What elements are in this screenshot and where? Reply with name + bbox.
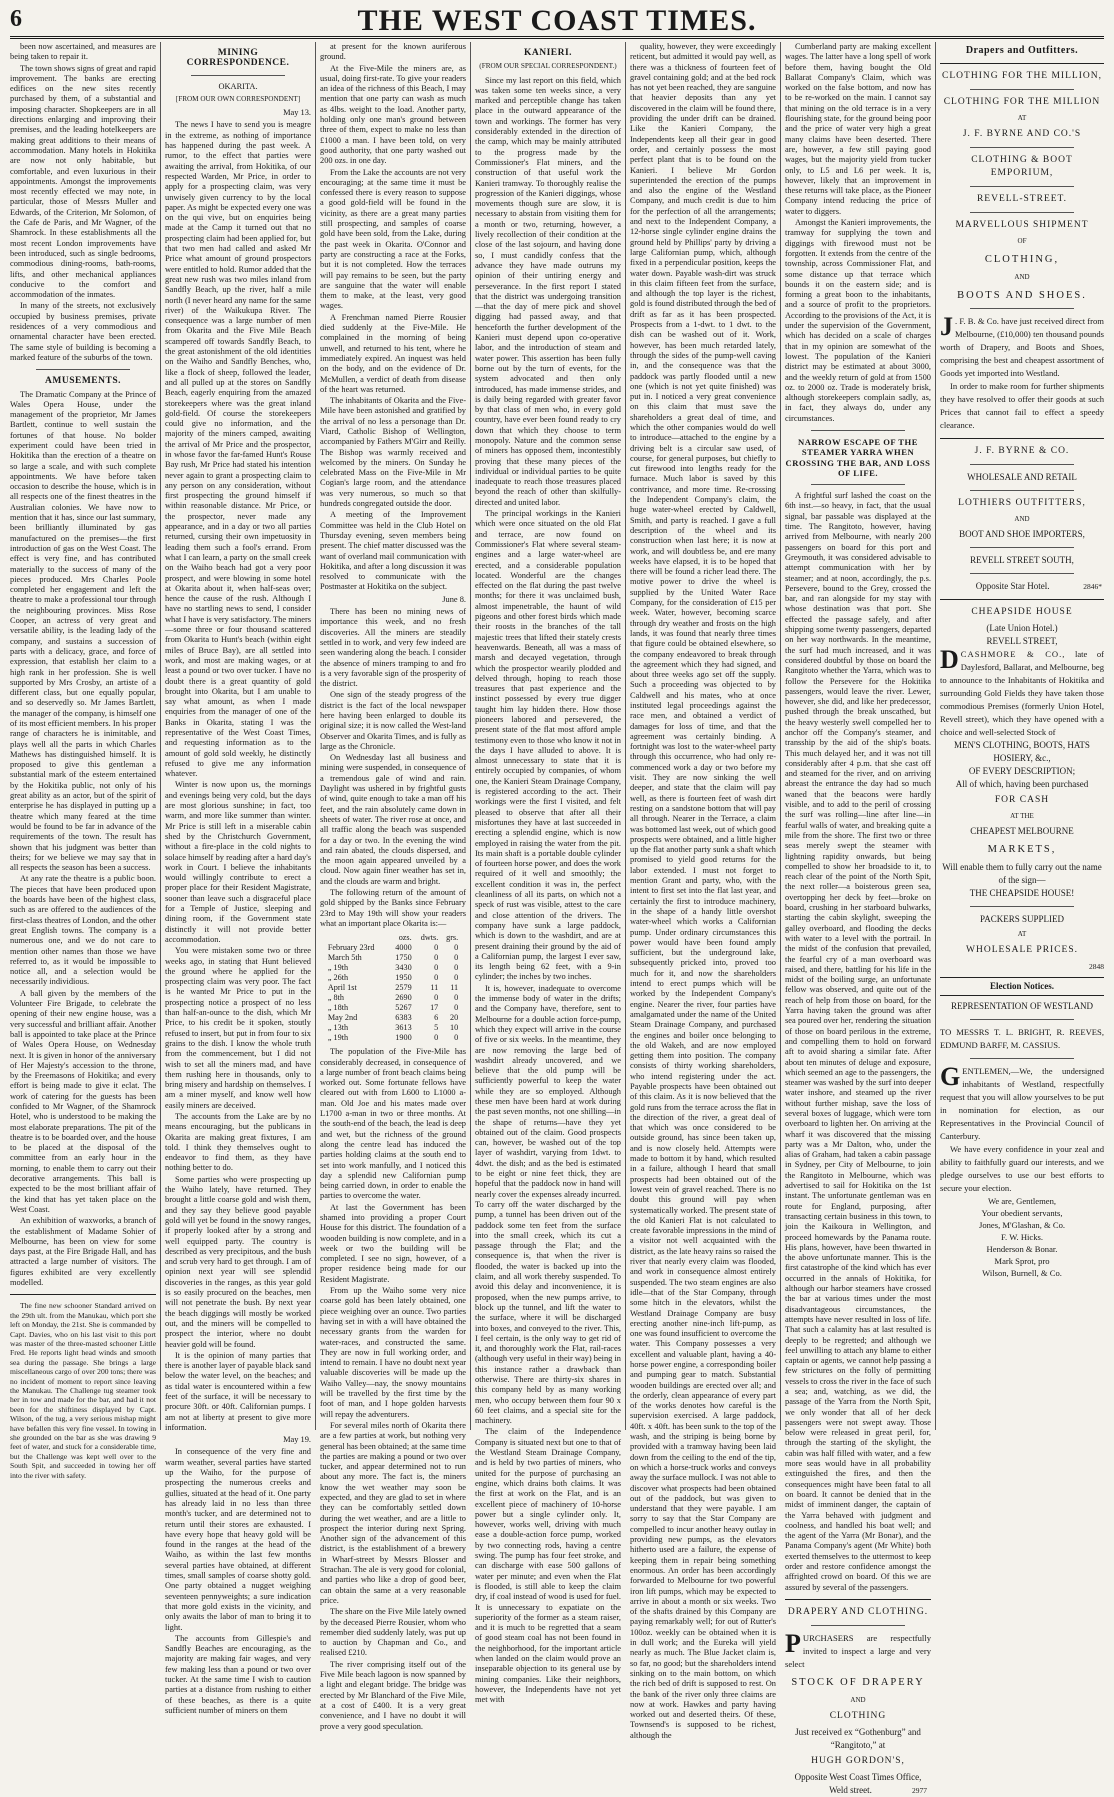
- article-paragraph: At any rate the theatre is a public boon. The pieces that have been produced upon the boards have been of the highest class, such as are offered to the audiences of the first-class theatres of London, and the other great English towns. The company is a numerous one, and we do not care to mention other names than those we have referred to, as it would be impossible to notice all, and a selection would be necessarily individious.: [10, 874, 156, 987]
- advert-line: REVELL STREET,: [986, 636, 1058, 646]
- table-cell: 0: [454, 993, 459, 1003]
- article-paragraph: The share on the Five Mile lately owned by the deceased Pierre Rousier, whom who remember died suddenly lately, was put up to auction by Chapman and Co., and realised £210.: [320, 1607, 466, 1658]
- article-paragraph: There has been no mining news of importance this week, and no fresh discoveries. All the miners are steadily settled in to work, and very few indeed are seen wandering along the beach. I consider the absence of miners tramping to and fro is a very favorable sign of the prosperity of the district.: [320, 607, 466, 689]
- divider: [970, 308, 1075, 309]
- advert-code: 2846*: [1083, 582, 1102, 591]
- table-cell: „ 18th: [327, 1003, 349, 1013]
- election-heading: Election Notices.: [990, 981, 1054, 991]
- advert-line: CLOTHING FOR THE MILLION: [943, 97, 1101, 107]
- advert-code: 2848: [1089, 962, 1104, 971]
- article-paragraph: The news I have to send you is meagre in the extreme, as nothing of importance has happened during the past week. A rumor, to the effect that parties were awaiting the arrival, from Hokitika, of our respected Warden, Mr Price, in order to apply for a prospecting claim, was very unwisely given currency to by the local paper. As might be expected every one was on the qui vive, but on enquiries being made at the Camp it turned out that no prospecting claim had been applied for, but that two men had called and asked Mr Price what amount of ground prospectors were entitled to hold. Rumor added that the great new rush was two miles inland from Sandfly Beach, up the river, half a mile north (I never heard any name for the same river) of the Waikukupa River. The consequence was a large number of men from Okarita and the Five Mile Beach scampered off towards Sandfly Beach, to the great astonishment of the old identities on the Waiho and Sandfly Benches, who, like a flock of sheep, followed the leader, and all pulled up at the stores on Sandfly Beach, eagerly enquiring from the amazed storekeepers where was the great inland gold-field. Of course the storekeepers could give no information, and the majority of the miners camped, awaiting the arrival of Mr Price and the prospector, in whose favor the far-famed Hunt's Rouse Bay rush, Mr Price had stated his intention never again to grant a prospecting claim to any person on any consideration, without first prospecting the ground himself if within reasonable distance. Mr Price, or the prospector, never made any appearance, and in a day or two all parties returned, cursing their own impetuosity in leading them such a fool's errand. From what I can learn, a party on the small creek on the Waiho beach had got a very poor prospect, and were blowing in some hotel at Okarita about it, when half-seas over; hence the cause of the rush. Although I have no startling news to send, I consider what I have is very satisfactory. The miners—some three or four thousand scattered from Okarita to Hunt's beach (within eight miles of Bruce Bay), are all settled into work, and most are making wages, or at least a pound or two over tucker. I have no doubt there is a great quantity of gold brought into Okarita, but I am unable to say what amount, as when I made enquiries from the manager of one of the Banks in Okarita, stating I was the representative of the West Coast Times, and requesting information as to the amount of gold sold weekly, he distinctly refused to give me any information whatever.: [165, 120, 311, 779]
- table-cell: 5267: [395, 1003, 412, 1013]
- article-paragraph: You were mistaken some two or three weeks ago, in stating that Hunt believed the ground where he applied for the prospecting claim was very poor. The fact is he wanted Mr Price to put in the prospecting notice a prospect of no less than half-an-ounce to the dish, which Mr Price, to his credit be it spoken, stoutly refused to insert, but put in from four to six grains to the dish. I know the whole truth from the commencement, but I did not wish to set all the miners mad, and have them rushing here in thousands, only to bring misery and hardship on themselves. I am a miner myself, and know well how easily miners are deceived.: [165, 946, 311, 1110]
- article-paragraph: At the Five-Mile the miners are, as usual, doing first-rate. To give your readers an idea of the richness of this Beach, I may mention that one party can wash as much as 4lbs. weight to the load. Another party, holding only one man's ground between three of them, expect to make no less than £1000 a man. I have been told, on very good authority, that one party washed out 200 ozs. in one day.: [320, 63, 466, 166]
- table-cell: 2579: [395, 983, 412, 993]
- table-cell: 3613: [395, 1023, 412, 1033]
- table-cell: 0: [434, 963, 439, 973]
- column-rule: [780, 42, 781, 1430]
- column-rule: [160, 42, 161, 1430]
- advert-code: 2977: [912, 1785, 927, 1795]
- divider: [970, 490, 1075, 491]
- advert-line: AND: [1014, 273, 1030, 281]
- advert-line: BOOT AND SHOE IMPORTERS,: [959, 529, 1085, 539]
- amusements-heading: AMUSEMENTS.: [45, 376, 121, 387]
- column-3: [320, 42, 466, 1731]
- divider: [970, 186, 1075, 187]
- advert-line: AT: [1017, 114, 1027, 122]
- table-cell: „ 13th: [327, 1023, 349, 1033]
- advert-line: FOR CASH: [994, 795, 1050, 805]
- article-paragraph: The Dramatic Company at the Prince of Wales Opera House, under the management of the proprietor, Mr James Bartlett, continue to well sustain the fortunes of that house. No bolder experiment could have been tried in Hokitika than the erection of a theatre on so large a scale, and with such complete appointments. We have before taken occasion to describe the house, which is in all respects one of the finest theatres in the Australian colonies. We have now to mention that it has, since our last summary, been brilliantly illuminated by gas manufactured on the premises—the first introduction of gas on the West Coast. The effect is very fine, and has contributed materially to the success of many of the pieces produced. Mrs Charles Poole completed her engagement and left the theatre to make a professional tour through the neighbouring provinces. Miss Rose Cooper, an actress of very great and versatile ability, is the leading lady of the company, and sustains a succession of parts with a delicacy, grace, and force of expression, that establish her claim to a high rank in her profession. She is well supported by Mrs Crosby, an artiste of a different class, but one equally popular, and so deservedly so. Mr James Bartlett, the manager of the company, is himself one of its most efficient members. In his proper range of characters he is inimitable, and plays well all the parts in which Charles Mathews has distinguished himself. It is proposed to give this gentleman a substantial mark of the esteem entertained by the Hokitika public, not only of his great ability as an actor, but of the spirit of enterprise he has displayed in putting up a theatre which many feared at the time would be found to be far in advance of the requirements of the town. The result has shown that his judgment was better than theirs; for we believe we may say that in all respects the season has been a success.: [10, 389, 156, 873]
- signatory: Henderson & Bonar.: [986, 1244, 1058, 1254]
- column-7: [940, 42, 1104, 1430]
- dateline: May 13.: [283, 108, 311, 118]
- signatory: Wilson, Burnell, & Co.: [982, 1268, 1062, 1278]
- table-cell: 0: [434, 993, 439, 1003]
- divider: [10, 1294, 156, 1295]
- advert-firm: J. F. BYRNE AND CO.'S: [962, 129, 1082, 139]
- article-paragraph: A meeting of the Improvement Committee was held in the Club Hotel on Thursday evening, seven members being present. The chief matter discussed was the want of overland mail communication with Hokitika, and after a long discussion it was resolved to communicate with the Postmaster at Hokitika on the subject.: [320, 510, 466, 592]
- table-cell: March 5th: [327, 953, 362, 963]
- election-body: [940, 1062, 1104, 1143]
- drapery-clothing: CLOTHING: [829, 1710, 887, 1721]
- divider: [811, 1625, 904, 1626]
- table-header-cell: [326, 933, 389, 943]
- table-cell: 0: [454, 1033, 459, 1043]
- drapery-text: URCHASERS are respectfully invited to inspect a large and very select: [785, 1632, 931, 1669]
- article-paragraph: It is the opinion of many parties that there is another layer of payable black sand below the water level, on the beaches; and as tidal water is encountered within a few feet of the surface, it will be necessary to procure 30ft. or 40ft. Californian pumps. I am not at liberty at present to give more information.: [165, 1350, 311, 1432]
- drapery-rangitoto: “Rangitoto,” at: [830, 1739, 886, 1750]
- advert-line: AT: [1017, 930, 1027, 938]
- article-paragraph: Cumberland party are making excellent wages. The latter have a long spell of work before them, having bought the Old Ballarat Company's Claim, which was worked on the false bottom, and now has to be re-worked on the main. I cannot say that mining on the old terrace is in a very flourishing state, for the ground being poor and the price of water very high a great many claims have been deserted. There are, however, a few still paying good wages, but the majority yield from tucker only, to L5 and L6 per week. It is, however, likely that an improvement in these returns will take place, as the Pioneer Company intend reducing the price of water to diggers.: [785, 42, 931, 216]
- advert-line: WHOLESALE PRICES.: [966, 945, 1078, 955]
- table-cell: 1950: [395, 973, 412, 983]
- column-rule: [935, 42, 936, 1430]
- advert-line: Opposite Star Hotel.: [975, 581, 1050, 591]
- table-row: [326, 1033, 460, 1043]
- table-cell: 11: [430, 983, 439, 993]
- masthead: [10, 6, 1104, 39]
- drapery-advert: [785, 1606, 931, 1797]
- drapery-street: Weld street.: [829, 1784, 872, 1795]
- article-paragraph: The inhabitants of Okarita and the Five-Mile have been astonished and gratified by the arrival of no less a personage than Dr. Viard, Catholic Bishop of Wellington, accompanied by Fathers M'Girr and Reilly. The Bishop was warmly received and welcomed by the miners. On Sunday he celebrated Mass on the Five-Mile in Mr Cogian's large room, and the attendance was very numerous, so much so that hundreds congregated outside the door.: [320, 396, 466, 509]
- advert-line: CLOTHING & BOOT EMPORIUM,: [971, 155, 1073, 178]
- advert-line: WHOLESALE AND RETAIL: [967, 472, 1077, 482]
- table-cell: „ 26th: [327, 973, 349, 983]
- advert-firm: CHEAPSIDE HOUSE: [971, 607, 1073, 617]
- article-paragraph: From up the Waiho some very nice coarse gold has been lately obtained, one piece weighing over an ounce. Two parties having set in with a will have obtained the necessary grants from the warden for water-races, and constructed the same. They are now in full working order, and intend to remain. I have no doubt next year valuable discoveries will be made up the Waiho Valley—nay, the snowy mountains will be travelled by the first time by the foot of man, and I hope golden harvests will repay the adventurers.: [320, 1286, 466, 1419]
- table-cell: 0: [454, 1003, 459, 1013]
- shipping-paragraph: The fine new schooner Standard arrived on the 29th ult. from the Manukau, which port she left on Monday, the 21st. She is commanded by Capt. Davies, who on his last visit to this port was master of the three-masted schooner Little Fred. He reports light head winds and smooth sea during the passage. She brings a large miscellaneous cargo of over 200 tons; there was no incident of moment to report since leaving the Manukau. The Challenge tug steamer took her in tow and made for the bar, and had it not been for the shiftiness displayed by Capt. Wilson, of the tug, a very serious mishap might have befallen this very fine vessel. In towing in she grounded on the bar as she was drawing 9 feet of water, and stuck for a considerable time, but the Challenge was kept well over to the South Spit, and succeeded in towing her off into the river with safety.: [10, 1301, 156, 1480]
- advert-line: BOOTS AND SHOES.: [957, 290, 1087, 301]
- article-paragraph: An exhibition of waxworks, a branch of the establishment of Madame Sohier of Melbourne, has been on view for some days past, at the Fire Brigade Hall, and has attracted a large number of visitors. The figures exhibited are very excellently modelled.: [10, 1216, 156, 1288]
- advert-line: AT THE: [1010, 812, 1034, 820]
- table-row: [326, 963, 460, 973]
- article-paragraph: Winter is now upon us, the mornings and evenings being very cold, but the days are most glorious sunshine; in fact, too warm, and more like summer than winter. Mr Price is still left in a miserable cabin shed by the Christchurch Government, without a fire-place in the cold nights to solace himself by reading after a hard day's work in Court. I believe the inhabitants would willingly contribute to erect a proper place for their Resident Magistrate, sooner than leave such a disgraceful place for a Temple of Justice, sleeping and dining room, if the Government state distinctly it will not provide better accommodation.: [165, 780, 311, 944]
- table-row: [326, 973, 460, 983]
- article-paragraph: The town shows signs of great and rapid improvement. The banks are erecting edifices on the new sites recently purchased by them, of a substantial and imposing character. Shopkeepers are in all directions enlarging and improving their premises, and the leading hotelkeepers are making great additions to their means of accommodation. Many hotels in Hokitika are now not only habitable, but comfortable, and even luxurious in their appointments. Amongst the improvements most recently effected we may note, in particular, those of Messrs Muller and Edwards, of the Criterion, Mr Solomon, of the Cafe de Paris, and Mr Wagner, of the Shamrock. In these establishments all the most recent London improvements have been introduced, such as single bedrooms, commodious dining-rooms, bath-rooms, lifts, and other mechanical appliances conducive to the comfort and accommodation of the inmates.: [10, 63, 156, 300]
- divider: [970, 547, 1075, 548]
- table-row: [326, 953, 460, 963]
- signatory: Mark Sprot, pro: [994, 1256, 1050, 1266]
- dateline: June 8.: [442, 594, 466, 604]
- advert-line: CHEAPEST MELBOURNE: [970, 826, 1074, 836]
- advert-line: REVELL-STREET.: [976, 194, 1068, 204]
- advert-firm: CASHMORE & CO.,: [960, 649, 1066, 659]
- drop-cap: D: [940, 645, 959, 674]
- column-rule: [625, 42, 626, 1430]
- table-header-cell: ozs.: [398, 933, 412, 943]
- signature-block: [940, 1195, 1104, 1279]
- divider: [970, 89, 1075, 90]
- advert-line: MARKETS,: [987, 844, 1057, 855]
- advert-line: HOSIERY, &c.,: [993, 753, 1051, 763]
- advert-line: CLOTHING FOR THE MILLION,: [942, 71, 1102, 81]
- table-cell: „ 19th: [327, 963, 349, 973]
- advert-text: late of Daylesford, Ballarat, and Melbourne, beg to announce to the Inhabitants of Hokitika and surrounding Gold Fields they have taken those commodious Premises (formerly Union Hotel, Revell street), which they have opened with a choice and well-selected Stock of: [940, 649, 1104, 737]
- drapery-address: Opposite West Coast Times Office,: [794, 1771, 922, 1782]
- article-paragraph: Amongst the Kanieri improvements, the tramway for supplying the town and diggings with firewood must not be forgotten. It extends from the centre of the township, across Commissioner Flat, and some distance up that terrace which bounds it on the eastern side; and is forming a great boon to the inhabitants, and a source of profit to the proprietors. According to the provisions of the Act, it is under the supervision of the Government, which has decided on a scale of charges that in my opinion are somewhat of the lowest. The population of the Kanieri district may be estimated at about 3000, and the weekly return of gold at from 1500 oz. to 2000 oz. Trade is moderately brisk, although storekeepers complain sadly, as, in fact, they always do, under any circumstances.: [785, 218, 931, 423]
- okarita-heading: OKARITA.: [218, 81, 258, 91]
- divider: [811, 484, 904, 485]
- advert-line: AND: [1014, 515, 1030, 523]
- table-cell: 0: [454, 943, 459, 953]
- drapery-name: HUGH GORDON'S,: [811, 1755, 905, 1766]
- table-cell: 0: [454, 973, 459, 983]
- article-paragraph: been now ascertained, and measures are being taken to repair it.: [10, 42, 156, 62]
- article-paragraph: quality, however, they were exceedingly reticent, but admitted it would pay well, as there was a thickness of fourteen feet of gravel containing gold; and at the bed rock has not yet been reached, they are sanguine that heavier deposits than any yet discovered in the claim will be found there, providing the under drift can be drained. Like the Kanieri Company, the Independents keep all their gear in good order, and certainly possess the most perfect plant that is to be found on the Kanieri. I believe Mr Gordon superintended the erection of the pumps and also the engine of the Westland Company, and much credit is due to him for the perfection of all the arrangements; and next to the Independent Company, a 12-horse single cylinder engine drains the ground held by Phillips' party by driving a large Californian pump, which, although fixed in a perpendicular position, keeps the water down. Payable wash-dirt was struck in this claim fifteen feet from the surface, and although the top layer is the richest, gold is found distributed through the bed of drift as far as it has been prospected. Prospects from a 1-dwt. to 1 dwt. to the dish can be washed out of it. Work, however, has been much retarded lately, through the sides of the pump-well caving in, and the consequence was that the paddock was partly flooded until a new one (which is not yet quite finished) was put in. I noticed a very great convenience on this claim that must save the shareholders a great deal of time, and which the other companies would do well to introduce—attached to the engine by a driving belt is a circular saw used, of course, for general purposes, but chiefly to cut firewood into lengths ready for the furnace. Much labor is saved by this contrivance, and more time. Re-crossing the Independent Company's claim, the huge water-wheel erected by Caldwell, Smith, and party is reached. I gave a full description of the wheel and its construction when last here; it is now at work, and will doubtless be, and ere many weeks have elapsed, it is to be hoped that there will be found a richer lead there. The motive power to drive the wheel is supplied by the United Water Race Company, for the consideration of £15 per week. Water, however, becoming scarce through dry weather and frosts on the high lands, it was found that nearly three times that figure could be obtained elsewhere, so the company endeavored to break through the agreement which they had signed, and about three weeks ago set off the supply. Such a proceeding was objected to by Caldwell and his mates, who at once instituted legal proceedings against the race men, and obtained a verdict of damages for loss of time, and that the agreement was certainly binding. A fortnight was lost to the water-wheel party through this occurrence, who had only re-commenced work a day or two before my visit. They are now sinking the well deeper, and state that the claim will pay well, as there is fourteen feet of wash dirt resting on a sandstone bottom that will pay all through. Nearer in the Terrace, a claim was bottomed last week, out of which good prospects were obtained, and a little higher up the flat another party sunk a shaft which promised to yield good returns for the labor extended. I must not forget to mention Grant and party, who, with the intent to first set into the flat last year, and certainly the first to introduce machinery, in the shape of a handy little overshot water-wheel which works a Californian pump. Under ordinary circumstances this power would have been found amply sufficient, but the underground lake, subsequently pricked into, proved too much for it, and now the shareholders intend to erect pumps which will be worked by the Independent Company's engine. Nearer the river, four parties have amalgamated under the name of the United Steam Drainage Company, and purchased the engines and boiler once belonging to the old Wakeh, and are now employed getting them into position. The company consists of thirty working shareholders, who intend registering under the act. Payable prospects have been obtained out of this claim. As it is now believed that the gold runs from the terrace across the flat in the direction of the river, a great deal of that which was once considered to be outside ground, has since been taken up, and is now closely held. Attempts were made to bottom it by hand, which resulted in a failure, although I heard that small prospects had been obtained out of the lowest vein of gravel reached. There is no doubt this ground will pay when systematically worked. The present state of the old Kanieri Flat is not calculated to create favorable impressions in the mind of a visitor not well acquainted with the district, as the late heavy rains so raised the river that nearly every claim was flooded, and work in consequence almost entirely suspended. The two steam engines are also idle—that of the Star Company, through some hitch in the elevators, whilst the Westland Drainage Company are busy erecting another nine-inch lift-pump, as one was found insufficient to overcome the water. This Company possesses a very excellent and valuable plant, having a 40-horse power engine, a corresponding boiler and pumping gear to match. Substantial wooden buildings are erected over all; and the orderly, clean appearance of every part of the works denotes how careful is the supervision exercised. A large paddock, 40ft. x 40ft. has been sunk to the top of the wash, and the striping is being borne by provided with a tramway having been laid down from the ceiling to the end of the tip, on which a horse-truck works and conveys away the surface mullock. I was not able to discover what prospects had been obtained out of the paddock, but was given to understand that they were payable. I am sorry to say that the Star Company are compelled to incur another heavy outlay in providing new pumps, as the elevators hitherto used are a failure, the expense of keeping them in repair being something enormous. An order has been accordingly forwarded to Melbourne for two powerful iron lift pumps, which may be expected to arrive in about a month or six weeks. Two of the shafts drained by this Company are paying remarkably well; for out of Rutter's 100oz. weekly can be obtained when it is in dull work; and the Eureka will yield nearly as much. The Blue Jacket claim is, so far, no good; but the shareholders intend sinking on to the main bottom, on which the rich bed of drift is supposed to rest. On the bank of the river only three claims are now at work. Hawkes and party having worked out and deserted theirs. Of these, Townsend's is supposed to be richest, although the: [630, 42, 776, 1740]
- table-cell: February 23rd: [327, 943, 375, 953]
- newspaper-title: THE WEST COAST TIMES.: [357, 4, 757, 37]
- table-cell: 10: [449, 1023, 459, 1033]
- article-paragraph: The river comprising itself out of the Five Mile beach lagoon is now spanned by a light and elegant bridge. The bridge was erected by Mr Blanchard of the Five Mile, at a cost of £400. It is a very great convenience, and I have no doubt it will prove a very good speculation.: [320, 1659, 466, 1731]
- table-cell: 6: [434, 1013, 439, 1023]
- advert-footer: [940, 580, 1104, 593]
- drapery-stock: STOCK OF DRAPERY: [791, 1676, 925, 1688]
- table-cell: 3430: [395, 963, 412, 973]
- article-paragraph: Some parties who were prospecting up the Waiho lately, have returned. They brought a little coarse gold and wish them, and they say they believe good payable gold will yet be found in the snowy ranges, if properly looked after by a strong and well equipped party. The country is described as very precipitous, and the bush and scrub very hard to get through. I am of opinion next year will see splendid discoveries in the ranges, as this year gold is so easily procured on the beaches, men will not penetrate the bush. By next year the beach diggings will mostly be worked out, and the miners will be compelled to prospect the interior, where no doubt heavier gold will be found.: [165, 1174, 311, 1349]
- table-row: [326, 1023, 460, 1033]
- drapery-imported: Just received ex “Gothenburg” and: [795, 1726, 921, 1737]
- election-to: TO MESSRS T. L. BRIGHT, R. REEVES, EDMUND BARFF, M. CASSIUS.: [940, 1027, 1104, 1050]
- divider: [191, 75, 284, 76]
- table-row: [326, 983, 460, 993]
- advert-body: In order to make room for further shipments they have resolved to offer their goods at such Prices that cannot fail to effect a speedy clearance.: [940, 381, 1104, 430]
- divider: [36, 369, 129, 370]
- advert-line: Will enable them to fully carry out the name of the sign—: [942, 862, 1102, 885]
- divider: [785, 1599, 931, 1600]
- article-paragraph: The claim of the Independence Company is situated next but one to that of the Westland Steam Drainage Company, and is held by two parties of miners, who united for the purpose of purchasing an engine, which drains both claims. It was the first at work on the Flat, and is an excellent piece of machinery of 10-horse power but a single cylinder only. It, however, works well, driving with much ease a double-action force pump, worked by two connecting rods, having a centre swing. The pump has four feet stroke, and can discharge with ease 500 gallons of water per minute; and even when the Flat is flooded, is still able to keep the claim dry, if coal instead of wood is used for fuel. It is unnecessary to expatiate on the superiority of the former as a steam raiser, and it is much to be regretted that a seam of good steam coal has not been found in the neighborhood, for the important article when landed on the claim would prove an inseparable objection to its general use by mining companies. Like their neighbors, however, the Independents have not yet met with: [475, 1427, 621, 1705]
- article-paragraph: At last the Government has been shamed into providing a proper Court House for this district. The foundation of a wooden building is now complete, and in a week or two the building will be completed. I see no sign, however, of a proper residence being made for our Resident Magistrate.: [320, 1202, 466, 1284]
- article-paragraph: For several miles north of Okarita there are a few parties at work, but nothing very general has been obtained; at the same time the parties are making a pound or two over tucker, and appear determined not to run about any more. The fact is, the miners know the wet weather may soon be expected, and they are glad to set in where they can be comfortably settled down during the wet weather, and are a little to prospect the interior during next Spring. Another sign of the advancement of this district, is the establishment of a brewery in Wharf-street by Messrs Blosser and Strachan. The ale is very good for colonial, and parties who like a drop of good beer, can obtain the same at a very reasonable price.: [320, 1420, 466, 1605]
- election-heading-box: [940, 977, 1104, 996]
- divider: [970, 573, 1075, 574]
- table-cell: 0: [434, 1033, 439, 1043]
- election-line: REPRESENTATION OF WESTLAND: [950, 1001, 1094, 1011]
- advert-firm: J. F. BYRNE & CO.: [974, 446, 1070, 456]
- column-rule: [470, 42, 471, 1430]
- advert-line: LOTHIERS OUTFITTERS,: [958, 498, 1086, 508]
- table-cell: „ 19th: [327, 1033, 349, 1043]
- narrow-escape-heading: NARROW ESCAPE OF THE STEAMER YARRA WHEN CROSSING THE BAR, AND LOSS OF LIFE.: [785, 436, 931, 478]
- table-cell: 0: [454, 963, 459, 973]
- column-4: [475, 42, 621, 1705]
- byline: (FROM OUR SPECIAL CORRESPONDENT.): [479, 62, 617, 71]
- table-cell: 17: [430, 1003, 439, 1013]
- table-cell: 11: [450, 983, 459, 993]
- article-paragraph: Since my last report on this field, which was taken some ten weeks since, a very marked and perceptible change has taken place in the outward appearance of the town and workings. The former has very considerably extended in the direction of the camp, which may be mainly attributed to the progress made by the Commissioner's Flat miners, and the construction of that useful work the Kanieri tramway. To thoroughly realise the progression of the Kanieri diggings, whose movements though sure are slow, it is necessary to abstain from visiting them for a month or two, returning, however, a lively recollection of their condition at the close of the last sojourn, and having done so, I must candidly confess that the advance they have made outruns my opinion of their untiring energy and perseverance. In the first report I stated that the district was undergoing transition—that the day of mere pick and shovel digging had passed away, and that henceforth the further development of the Kanieri must depend upon co-operative labor, and the introduction of steam and water power. This assertion has been fully borne out by the turn of events, for the system advocated and then only introduced, has made immense strides, and is daily being regarded with greater favor by that class of men who, in every gold country, have ever been found ready to cry down that which they choose to term monopoly. Nature and the common sense of miners has opposed them, incontestibly proving that these many pieces of the individual or individual parties to be quite inadequate to reach those treasures placed beyond the reach of other than skilfully-directed and united labor.: [475, 75, 621, 507]
- divider: [970, 1019, 1075, 1020]
- page-number: 6: [10, 6, 22, 32]
- column-2: [165, 42, 311, 1715]
- table-header-cell: dwts.: [420, 933, 439, 943]
- drapery-and: AND: [850, 1695, 866, 1704]
- table-row: [326, 1003, 460, 1013]
- table-cell: 0: [454, 953, 459, 963]
- divider: [970, 147, 1075, 148]
- gold-return-table: [326, 933, 460, 1043]
- table-row: [326, 943, 460, 953]
- dateline: May 19.: [283, 1435, 311, 1445]
- article-paragraph: On Wednesday last all business and mining were suspended, in consequence of a tremendous gale of wind and rain. Daylight was ushered in by frightful gusts of wind, quite enough to take a man off his feet, and the rain absolutely came down in sheets of water. The river rose at once, and all traffic along the beach was suspended for a day or two. In the evening the wind and rain abated, the clouds dispersed, and the moon again appeared unveiled by a cloud. Now again finer weather has set in, and the clouds are warm and bright.: [320, 753, 466, 886]
- article-paragraph: The accounts from Gillespie's and Sandfly Beaches are encouraging, as the majority are making fair wages, and very few making less than a pound or two over tucker. At the same time I wish to caution parties at a distance from rushing to either of these beaches, as there is a quite sufficient number of miners on them: [165, 1633, 311, 1715]
- signature-line: Your obedient servants,: [981, 1208, 1063, 1218]
- signatory: Jones, M'Glashan, & Co.: [978, 1220, 1066, 1230]
- divider: [970, 464, 1075, 465]
- article-paragraph: at present for the known auriferous ground.: [320, 42, 466, 62]
- table-cell: 5: [434, 1023, 439, 1033]
- advert-line: OF: [1017, 237, 1027, 245]
- divider: [940, 63, 1104, 64]
- signatory: F. W. Hicks.: [1000, 1232, 1044, 1242]
- divider: [970, 1058, 1075, 1059]
- column-1: [10, 42, 156, 1480]
- table-cell: 6383: [395, 1013, 412, 1023]
- election-body: We have every confidence in your zeal and ability to faithfully guard our interests, and we pledge ourselves to use our best efforts to secure your election.: [940, 1144, 1104, 1193]
- table-row: [326, 993, 460, 1003]
- column-6: [785, 42, 931, 1795]
- advert-line: PACKERS SUPPLIED: [980, 914, 1064, 924]
- article-paragraph: From the Lake the accounts are not very encouraging; at the same time it must be confessed there is every reason to suppose a good gold-field will be found in the vicinity, as there are a great many parties still prospecting, and samples of coarse gold have been sold, from the Lake, during the past week in Okarita. O'Connor and party are constructing a race at the Forks, but it is not completed. How the terraces will pay remains to be seen, but the party are sanguine that the water will enable them to make, at the least, very good wages.: [320, 167, 466, 311]
- table-cell: 0: [434, 973, 439, 983]
- byline: [FROM OUR OWN CORRESPONDENT]: [175, 94, 301, 103]
- divider: [970, 906, 1075, 907]
- article-paragraph: One sign of the steady progress of the district is the fact of the local newspaper here having been enlarged to double its original size; it is now called the West-land Observer and Okarita Times, and is fully as large as the Chronicle.: [320, 690, 466, 751]
- divider: [811, 430, 904, 431]
- signature-line: We are, Gentlemen,: [987, 1196, 1057, 1206]
- divider: [940, 599, 1104, 600]
- byrne-advert: [940, 44, 1104, 1279]
- table-cell: 0: [434, 943, 439, 953]
- table-row: [326, 1013, 460, 1023]
- table-cell: 0: [434, 953, 439, 963]
- article-paragraph: The following return of the amount of gold shipped by the Banks since February 23rd to May 19th will show your readers what an important place Okarita is:—: [320, 888, 466, 928]
- drapery-heading: DRAPERY AND CLOTHING.: [787, 1606, 929, 1617]
- article-paragraph: In consequence of the very fine and warm weather, several parties have started up the Waiho, for the purpose of prospecting the numerous creeks and gullies, situated at the head of it. One party has already laid in no less than three month's tucker, and are determined not to return until their stores are exhausted. I have every hope that heavy gold will be found in the ranges at the head of the Waiho, as within the last few months several parties have obtained, at different times, small samples of coarse shotty gold. One party obtained a nugget weighing seventeen pennyweights; a sure indication that more gold exists in the vicinity, and only awaits the labor of man to bring it to light.: [165, 1447, 311, 1632]
- table-cell: 4000: [395, 943, 412, 953]
- advert-line: THE CHEAPSIDE HOUSE!: [969, 888, 1075, 898]
- drop-cap: P: [785, 1628, 801, 1658]
- divider: [970, 212, 1075, 213]
- advert-body: [940, 312, 1104, 380]
- table-cell: May 2nd: [327, 1013, 358, 1023]
- kanieri-heading: KANIERI.: [523, 48, 573, 58]
- section-heading: Drapers and Outfitters.: [965, 45, 1079, 56]
- advert-body: [940, 645, 1104, 739]
- divider: [940, 438, 1104, 439]
- column-rule: [315, 42, 316, 1430]
- advert-line: OF EVERY DESCRIPTION;: [968, 766, 1076, 776]
- advert-line: CLOTHING,: [984, 254, 1060, 265]
- advert-line: MEN'S CLOTHING, BOOTS, HATS: [954, 740, 1090, 750]
- table-cell: 1750: [395, 953, 412, 963]
- article-paragraph: In many of the streets, not exclusively occupied by business premises, private residences of a very commodious and ornamental character have been erected. The same style of building is becoming a marked feature of the suburbs of the town.: [10, 301, 156, 362]
- article-paragraph: It is, however, inadequate to overcome the immense body of water in the drifts; and the Company have, therefore, sent to Melbourne for a double action force-pump, which they expect will arrive in the course of five or six weeks. In the meantime, they are now removing the large bed of washdirt already uncovered, and we believe that the old pump will be sufficiently powerful to keep the water while they are so employed. Although these men have been hard at work during the past seven months, not one shilling—in the shape of returns—have they yet obtained out of the claim. Good prospects can, however, be washed out of the top layer of washdirt, varying from 1dwt. to 4dwt. the dish; and as the bed is estimated to be eight or nine feet thick, they are hopeful that the paddock now in hand will nearly cover the expenses already incurred. To carry off the water discharged by the pump, a tunnel has been driven out of the paddock some ten feet from the surface into the small creek, which its cut a passage through the Flat; and the consequence is, that when the river is flooded, the water is backed up into the claim, and all work thereby suspended. To avoid this delay and inconvenience, it is proposed, when the new pumps arrive, to block up the tunnel, and lift the water to the surface, where it will be discharged into boxes, and conveyed to the river. This, I feel certain, is the only way to get rid of it, and thoroughly work the Flat, rail-races (although very useful in their way) being in this instance rather a drawback than otherwise. There are thirty-six shares in this company held by as many working men, who occupy between them four 90 x 60 feet claims, and a special site for the machinery.: [475, 983, 621, 1426]
- advert-line: MARVELLOUS SHIPMENT: [955, 220, 1089, 230]
- table-cell: 1900: [395, 1033, 412, 1043]
- election-text: ENTLEMEN,—We, the undersigned inhabitants of Westland, respectfully request that you will allow yourselves to be put in nomination for election, as our Representatives in the Provincial Council of Canterbury.: [940, 1066, 1104, 1141]
- article-paragraph: The population of the Five-Mile has considerably decreased, in consequence of a large number of front beach claims being worked out. Some fortunate fellows have cleared out with from L600 to L1000 a-man. Old Joe and his mates made over L1700 a-man in two or three months. At the south-end of the beach, the lead is deep and wet, but the richness of the ground along the centre lead has induced the parties holding claims at the south end to set into work manfully, and I noticed this day a splendid new Californian pump being carried down, in order to enable the parties to overcome the water.: [320, 1047, 466, 1201]
- drop-cap: G: [940, 1062, 961, 1091]
- advert-line: All of which, having been purchased: [955, 779, 1089, 789]
- mining-heading: MINING CORRESPONDENCE.: [186, 48, 290, 69]
- drop-cap: J: [940, 312, 953, 341]
- table-header-cell: grs.: [446, 933, 459, 943]
- article-paragraph: The accounts from the Lake are by no means encouraging, but the publicans in Okarita are making great fixtures, I am told. I think they themselves ought to endeavor to find them, as they have nothing better to do.: [165, 1111, 311, 1173]
- table-cell: 2690: [395, 993, 412, 1003]
- advert-line: (Late Union Hotel.): [986, 623, 1058, 633]
- table-cell: 20: [449, 1013, 459, 1023]
- column-5: [630, 42, 776, 1740]
- advert-line: REVELL STREET SOUTH,: [970, 555, 1074, 565]
- drapery-footer: [785, 1784, 931, 1797]
- drapery-body: [785, 1628, 931, 1671]
- table-cell: „ 8th: [327, 993, 344, 1003]
- table-cell: April 1st: [327, 983, 357, 993]
- article-paragraph: A Frenchman named Pierre Rousier died suddenly at the Five-Mile. He complained in the morning of being unwell, and returned to his tent, where he immediately expired. An inquest was held on the body, and on the evidence of Dr. McMullen, a verdict of death from disease of the heart was returned.: [320, 312, 466, 394]
- article-paragraph: A frightful surf lashed the coast on the 6th inst.—so heavy, in fact, that the usual signal, bar passable was displayed at the time. The Rangitoto, however, having arrived from Melbourne, with nearly 200 passengers on board for this port and Greymouth, it was considered advisable to attempt communication with her by steamer; and at noon, accordingly, the p.s. Persevere, bound to the Grey, crossed the bar, and ran alongside for my stay with whose destination was that port. She effected the passage safely, and after shipping some twenty passengers, departed on her way northwards. In the meantime, the surf had much increased, and it was considered doubtful by those on board the Rangitoto whether the Yarra, which was to follow the Persevere for the Hokitika passengers, would leave the river. Lewer, however, she did, and like her predecessor, pushed through the break unscathed, but the heavy westerly swell compelled her to anchor off the Company's steamer, and transship by the aid of the ship's boats. This much delayed her, and it was not till considerably after 4 p.m. that she cast off and steamed for the river, and on arriving abreast the entrance the day had so much waned that the beacons were hardly visible, and to add to the peril of crossing the surf was rolling—line after line—in fearful walls of water, and breaking quite a mile from the shore. The first two or three seas merely swept the steamer with lightning rapidity onwards, but being compelled to show her broadside to it, to reach clear of the point of the North Spit, the next roller—a boisterous green sea, overtopping her deck by feet—broke on board, crushing in her starboard bulwarks, starting the cabin skylight, sweeping the galley overboard, and flooding the decks with water to a level with the portrail. In the midst of the confusion that prevailed, the fearful cry of a man overboard was raised, and there, battling for his life in the midst of the boiling surge, an unfortunate fellow was observed, and quite out of the reach of help from those on board, for the Yarra having taken the ground was after sea poured over her, rendering the situation of those on board perilous in the extreme, and compelling them to hold on forward aft to avoid sharing a similar fate. After about ten minutes of deluge and exposure, which seemed an age to the passengers, the steamer was washed by the surf into deeper water inshore, and steamed up the river without further mishap, save the loss of several boxes of luggage, which were torn overboard to lighten her. On arriving at the wharf it was discovered that the missing party was a Mr Dalton, who, under the alias of Graham, had taken a cabin passage in Sydney, per City of Melbourne, to join the Rangitoto in Melbourne, which was advertised to sail for Hokitika on the 1st instant. The unfortunate gentleman was en route for England, purposing, after transacting certain business in this town, to join the Kaikoura in Wellington, and proceed homewards by the Panama route. His plans, however, have been thwarted in the above unfortunate manner. This is the first catastrophe of the kind which has ever occurred in the annals of Hokitika, for although our harbor steamers have crossed the bar at various times under the most disadvantageous circumstances, the attempts have never resulted in loss of life. That such a calamity has at last resulted is deeply to be regretted; and although we feel unwilling to attach any blame to either captain or agents, we cannot help passing a few strictures on the folly of permitting vessels to cross the river in the face of such a sea; and, watching, as we did, the passage of the Yarra from the North Spit, we only wonder that all of her deck passengers were not swept away. Those below were released in great peril, for, through the starting of the skylight, the cabin was half filled with water, and a few more seas would have in all probability extinguished the fires, and then the consequences might have been fatal to all on board. It cannot be denied that in the midst of imminent danger, the captain of the Yarra behaved with judgment and coolness, and handled his boat well; and the agent of the Yarra (Mr Bonar), and the Panama Company's agent (Mr White) both exerted themselves to the uttermost to keep order and restore confidence amongst the affrighted crowd on board. Of this we are assured by several of the passengers.: [785, 491, 931, 1592]
- advert-text: . F. B. & Co. have just received direct from Melbourne, (£10,000) ten thousand pounds worth of Drapery, and Boots and Shoes, comprising the best and cheapest assortment of Goods yet imported into Westland.: [940, 316, 1104, 378]
- table-header-row: [326, 933, 460, 943]
- article-paragraph: A ball given by the members of the Volunteer Fire Brigade, to celebrate the opening of their new engine house, was a very successful and brilliant affair. Another ball is appointed to take place at the Prince of Wales Opera House, on Wednesday next. It is given in honor of the anniversary of Her Majesty's accession to the throne, by the Freemasons of Hokitika; and every effort is being made to give it eclat. The work of catering for the guests has been confided to Mr Wagner, of the Shamrock Hotel, who is understood to be making the most elaborate preparations. The pit of the theatre is to be boarded over, and the house to be placed at the disposal of the committee from an early hour in the morning, to enable them to carry out their decorative arrangements. This ball is expected to be the most brilliant affair of the kind that has yet taken place on the West Coast.: [10, 988, 156, 1214]
- article-paragraph: The principal workings in the Kanieri which were once situated on the old Flat and terrace, are now found on Commissioner's Flat where several steam-engines and a large water-wheel are erected, and a considerable population located. Wonderful are the changes effected on the flat during the past twelve months; for there it was unclaimed bush, almost impenetrable, the haunt of wild pigeons and other forest birds which made their roosts in the branches of the tall majestic trees that lifted their stately crests heavenwards. Beneath, all was a mass of marsh and decayed vegetation, through which the prospector wearily plodded and delved through, hoping to reach those treasures that past experience and the instinct possessed by every true digger taught him lay hidden there. How those pioneers labored and persevered, the present state of the flat most afford ample testimony even to those who know it not in the days I have alluded to above. It is almost unnecessary to state that it is entirely occupied by companies, of whom one, the Kanieri Steam Drainage Company, is registered according to the act. Their workings were the first I visited, and felt pleased to observe that after all their misfortunes they have at last succeeded in erecting a splendid engine, which is now employed in raising the water from the pit. Its main shaft is a portable double cylinder of fourteen horse power, and does the work required of it well and smoothly; the excellent condition it was in, the perfect cleanliness of all its parts, on which not a speck of rust was visible, attest to the care and close attention of the drivers. The company have sunk a large paddock, which is down to the washdirt, and are at present draining their ground by the aid of a Californian pump, the largest I ever saw, its length being 62 feet, with a 9-in cylinder; the inches by two inches.: [475, 509, 621, 982]
